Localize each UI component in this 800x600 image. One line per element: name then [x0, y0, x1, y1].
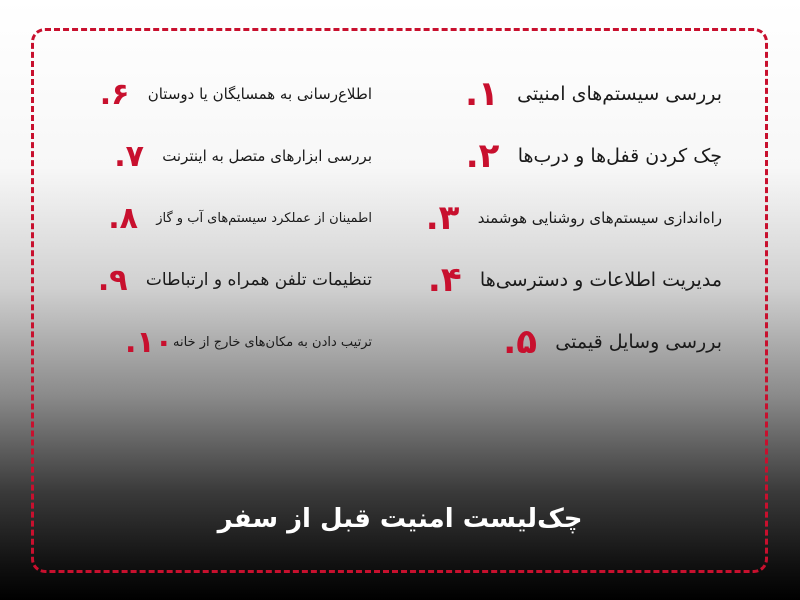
- item-label: بررسی ابزارهای متصل به اینترنت: [162, 147, 372, 165]
- checklist-item-7: [108, 134, 372, 178]
- item-number: ۲.: [465, 136, 500, 176]
- item-label: چک کردن قفل‌ها و درب‌ها: [517, 145, 722, 167]
- item-label: ترتیب دادن به مکان‌های خارج از خانه: [173, 334, 372, 350]
- item-label: اطمینان از عملکرد سیستم‌های آب و گاز: [156, 210, 372, 226]
- item-label: بررسی وسایل قیمتی: [555, 331, 722, 353]
- item-label: تنظیمات تلفن همراه و ارتباطات: [145, 270, 372, 290]
- item-number: ۳.: [425, 198, 460, 238]
- checklist-item-3: [420, 196, 722, 240]
- item-label: اطلاع‌رسانی به همسایگان یا دوستان: [147, 85, 372, 103]
- checklist-item-1: [459, 72, 722, 116]
- checklist-item-2: [460, 134, 722, 178]
- item-number: ۷.: [114, 138, 144, 174]
- item-number: ۹.: [97, 262, 128, 298]
- item-label: مدیریت اطلاعات و دسترسی‌ها: [479, 269, 722, 291]
- item-number: ۱۰.: [124, 324, 173, 360]
- page-title: چک‌لیست امنیت قبل از سفر: [217, 504, 583, 534]
- item-number: ۶.: [99, 76, 130, 112]
- checklist-item-6: [94, 72, 372, 116]
- item-label: بررسی سیستم‌های امنیتی: [517, 83, 722, 105]
- checklist-item-8: [102, 196, 372, 240]
- item-label: راه‌اندازی سیستم‌های روشنایی هوشمند: [477, 209, 722, 227]
- checklist-item-4: [422, 258, 722, 302]
- checklist-item-5: [497, 320, 722, 364]
- item-number: ۸.: [108, 200, 138, 236]
- checklist-item-10: [119, 320, 372, 364]
- checklist-item-9: [92, 258, 372, 302]
- item-number: ۴.: [427, 260, 462, 300]
- item-number: ۱.: [465, 74, 499, 114]
- item-number: ۵.: [503, 322, 537, 362]
